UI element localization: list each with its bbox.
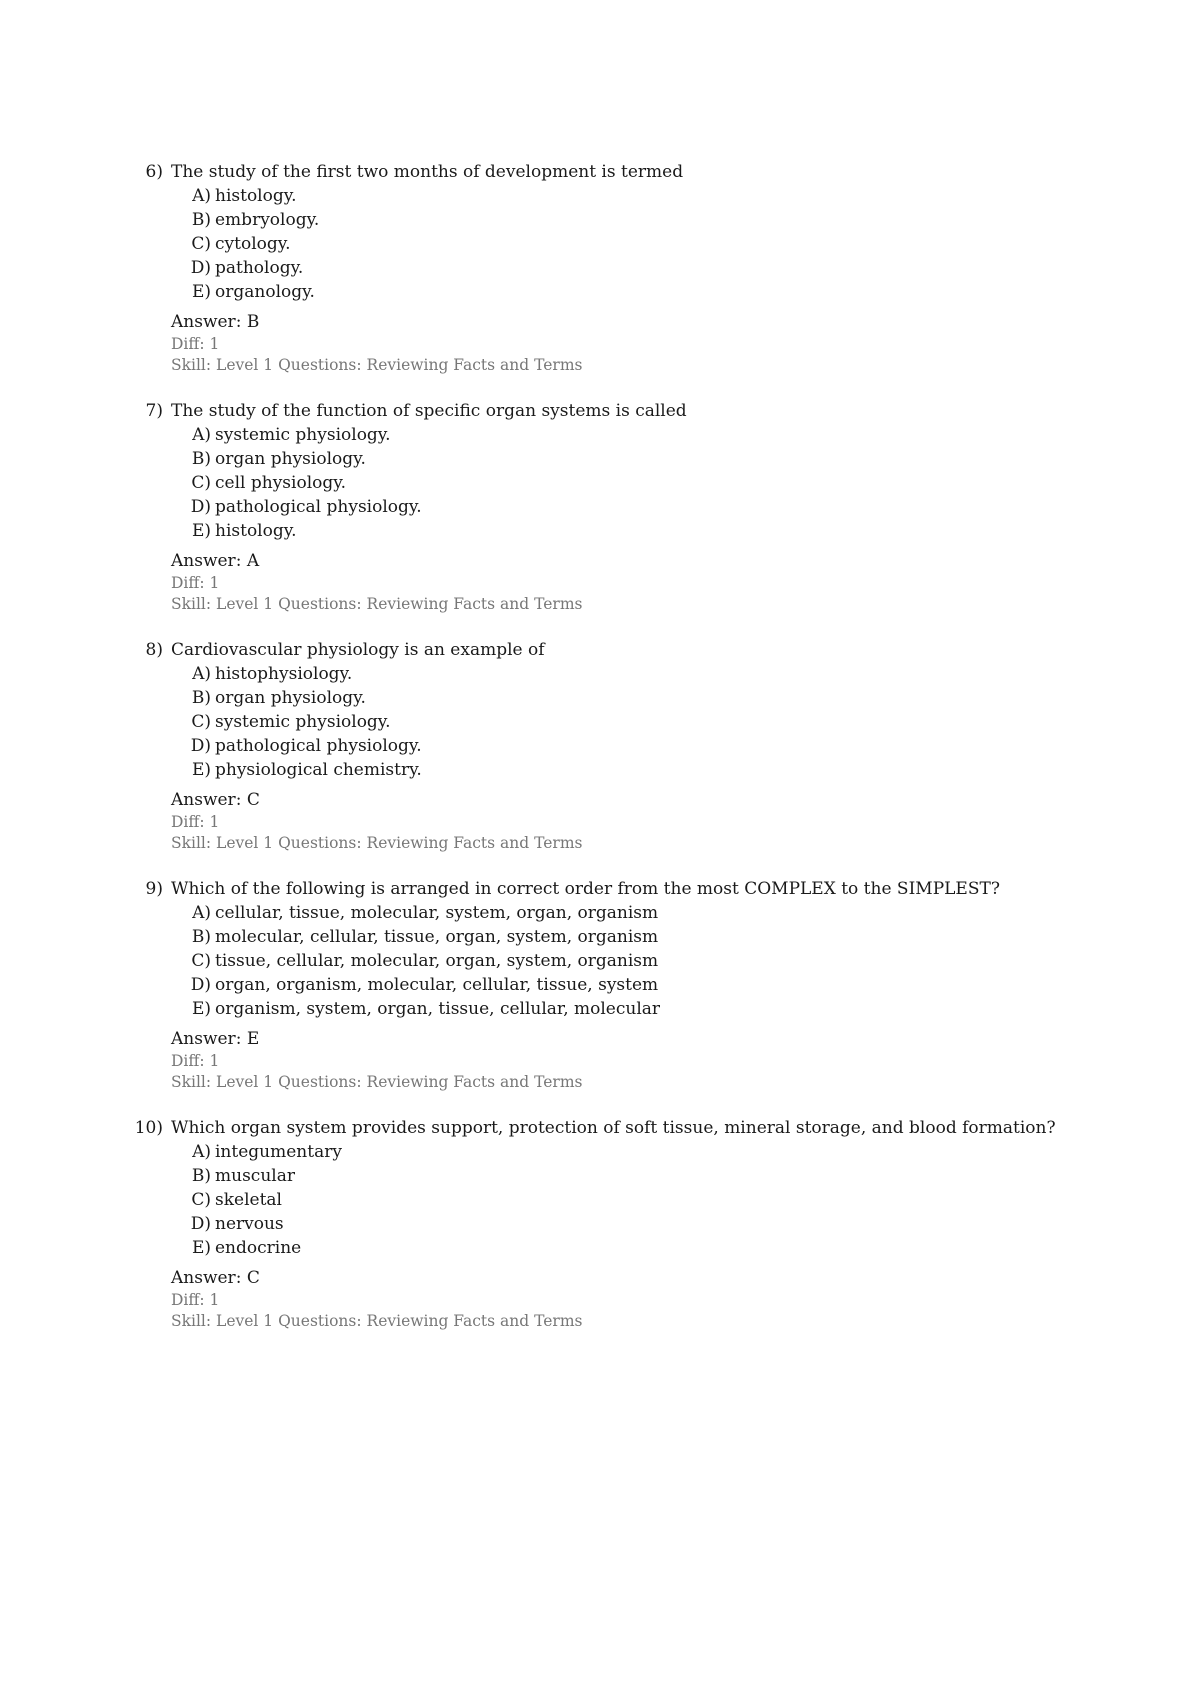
choice-d: D) pathology. bbox=[190, 258, 304, 278]
question-stem bbox=[0, 1116, 1191, 1140]
choice-c: C) systemic physiology. bbox=[191, 712, 391, 732]
question-text: Which of the following is arranged in correct order from the most COMPLEX to the SIMPLEST? bbox=[171, 879, 1000, 899]
answer-line: Answer: C bbox=[171, 1268, 260, 1288]
choice-e: E) histology. bbox=[191, 521, 297, 541]
question-text: The study of the function of specific organ systems is called bbox=[171, 401, 687, 421]
difficulty: Diff: 1 bbox=[171, 1291, 220, 1309]
choice-c: C) cell physiology. bbox=[191, 473, 346, 493]
question-stem bbox=[0, 399, 1191, 423]
skill: Skill: Level 1 Questions: Reviewing Facts and Terms bbox=[171, 356, 583, 374]
choice-e: E) physiological chemistry. bbox=[191, 760, 422, 780]
choice-list bbox=[0, 184, 1191, 304]
question-6 bbox=[0, 160, 1191, 376]
question-number: 7) bbox=[145, 401, 163, 421]
choice-b: B) embryology. bbox=[191, 210, 320, 230]
question-7 bbox=[0, 399, 1191, 615]
difficulty: Diff: 1 bbox=[171, 813, 220, 831]
question-number: 8) bbox=[145, 640, 163, 660]
question-stem bbox=[0, 160, 1191, 184]
choice-e: E) organism, system, organ, tissue, cellular, molecular bbox=[191, 999, 661, 1019]
skill: Skill: Level 1 Questions: Reviewing Facts and Terms bbox=[171, 1073, 583, 1091]
choice-a: A) histology. bbox=[192, 186, 297, 206]
choice-b: B) organ physiology. bbox=[191, 688, 366, 708]
choice-a: A) integumentary bbox=[192, 1142, 342, 1162]
question-8 bbox=[0, 638, 1191, 854]
choice-e: E) endocrine bbox=[191, 1238, 302, 1258]
question-text: Which organ system provides support, protection of soft tissue, mineral storage, and blood formation? bbox=[171, 1118, 1056, 1138]
choice-d: D) nervous bbox=[190, 1214, 284, 1234]
question-text: Cardiovascular physiology is an example of bbox=[171, 640, 545, 660]
difficulty: Diff: 1 bbox=[171, 335, 220, 353]
question-number: 6) bbox=[145, 162, 163, 182]
choice-list bbox=[0, 901, 1191, 1021]
choice-b: B) molecular, cellular, tissue, organ, system, organism bbox=[191, 927, 659, 947]
question-stem bbox=[0, 877, 1191, 901]
answer-line: Answer: C bbox=[171, 790, 260, 810]
choice-list bbox=[0, 1140, 1191, 1260]
choice-list bbox=[0, 423, 1191, 543]
answer-line: Answer: B bbox=[171, 312, 260, 332]
choice-list bbox=[0, 662, 1191, 782]
choice-b: B) muscular bbox=[191, 1166, 295, 1186]
choice-a: A) systemic physiology. bbox=[192, 425, 391, 445]
choice-d: D) pathological physiology. bbox=[190, 497, 422, 517]
question-number: 9) bbox=[145, 879, 163, 899]
difficulty: Diff: 1 bbox=[171, 1052, 220, 1070]
choice-c: C) skeletal bbox=[191, 1190, 282, 1210]
choice-e: E) organology. bbox=[191, 282, 315, 302]
choice-c: C) tissue, cellular, molecular, organ, system, organism bbox=[191, 951, 659, 971]
question-stem bbox=[0, 638, 1191, 662]
answer-line: Answer: A bbox=[171, 551, 260, 571]
choice-a: A) histophysiology. bbox=[192, 664, 353, 684]
skill: Skill: Level 1 Questions: Reviewing Facts and Terms bbox=[171, 595, 583, 613]
choice-d: D) pathological physiology. bbox=[190, 736, 422, 756]
question-text: The study of the first two months of development is termed bbox=[171, 162, 684, 182]
answer-line: Answer: E bbox=[171, 1029, 260, 1049]
skill: Skill: Level 1 Questions: Reviewing Facts and Terms bbox=[171, 834, 583, 852]
choice-a: A) cellular, tissue, molecular, system, organ, organism bbox=[192, 903, 659, 923]
choice-c: C) cytology. bbox=[191, 234, 291, 254]
choice-d: D) organ, organism, molecular, cellular, tissue, system bbox=[190, 975, 659, 995]
skill: Skill: Level 1 Questions: Reviewing Facts and Terms bbox=[171, 1312, 583, 1330]
difficulty: Diff: 1 bbox=[171, 574, 220, 592]
choice-b: B) organ physiology. bbox=[191, 449, 366, 469]
question-9 bbox=[0, 877, 1191, 1093]
question-number: 10) bbox=[134, 1118, 163, 1138]
question-10 bbox=[0, 1116, 1191, 1332]
